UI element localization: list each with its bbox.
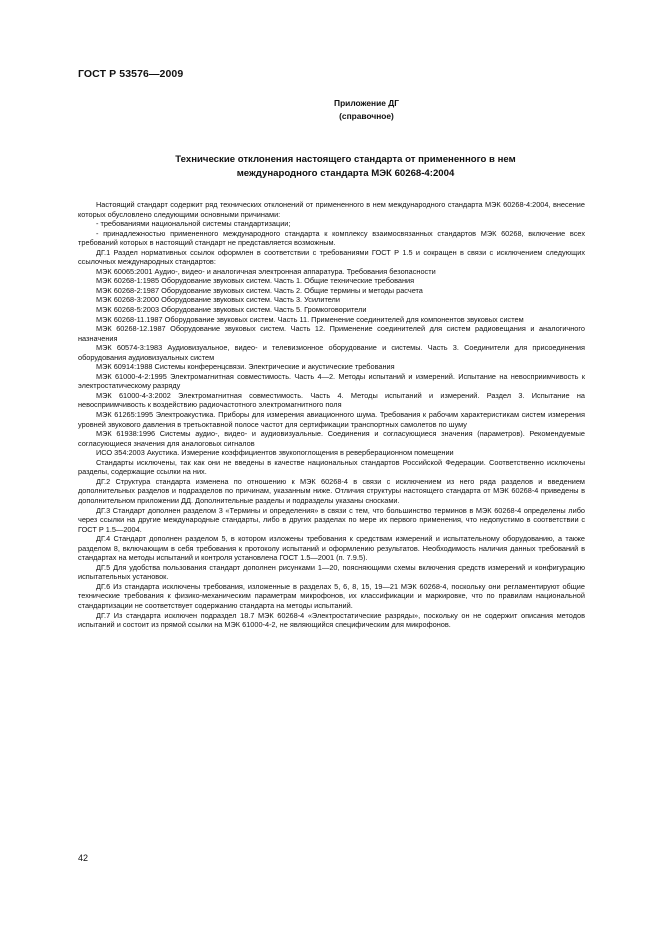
paragraph: - требованиями национальной системы стандартизации;	[96, 219, 291, 229]
paragraph: МЭК 60268-11.1987 Оборудование звуковых систем. Часть 11. Применение соединителей для компонентов звуковых систем	[96, 314, 524, 324]
paragraph: МЭК 60268-12.1987 Оборудование звуковых систем. Часть 12. Применение соединителей для систем радиовещания и аналогичного назначения	[78, 324, 585, 343]
paragraph: МЭК 60065:2001 Аудио-, видео- и аналогичная электронная аппаратура. Требования безопасности	[96, 266, 436, 276]
paragraph: - принадлежностью примененного международного стандарта к комплексу взаимосвязанных стандартов МЭК 60268, включение всех требований которых в настоящий стандарт не представляется возможным.	[78, 228, 585, 248]
paragraph: МЭК 60268-1:1985 Оборудование звуковых систем. Часть 1. Общие технические требования	[96, 276, 415, 286]
paragraph: Настоящий стандарт содержит ряд технических отклонений от примененного в нем международного стандарта МЭК 60268-4:2004, внесение которых обусловлено следующими основными причинами:	[78, 200, 585, 219]
paragraph: МЭК 60574-3:1983 Аудиовизуальное, видео- и телевизионное оборудование и системы. Часть 3. Соединители для присоединения оборудования аудиовизуальных систем	[78, 343, 585, 362]
paragraph: Стандарты исключены, так как они не введены в качестве национальных стандартов Российской Федерации. Соответственно исключены разделы, содержащие ссылки на них.	[78, 457, 585, 477]
section-title-line-1: Технические отклонения настоящего стандарта от примененного в нем	[175, 154, 516, 165]
paragraph: МЭК 61938:1996 Системы аудио-, видео- и аудиовизуальные. Соединения и согласующиеся значения (параметров). Рекомендуемые согласующиеся значения для аналоговых сигналов	[78, 429, 585, 448]
paragraph: МЭК 61000-4-3:2002 Электромагнитная совместимость. Часть 4. Методы испытаний и измерений. Раздел 3. Испытание на невосприимчивость к воздействию радиочастотного электромагнитного поля	[78, 390, 585, 410]
paragraph: МЭК 60268-3:2000 Оборудование звуковых систем. Часть 3. Усилители	[96, 295, 340, 305]
annex-kind: (справочное)	[339, 110, 394, 121]
paragraph: ДГ.3 Стандарт дополнен разделом 3 «Термины и определения» в связи с тем, что большинство терминов в МЭК 60268-4 определены либо через ссылки на другие международные стандарты, либо в других разделах по мере их первого применения, что недопустимо в соответствии с ГОСТ Р 1.5—2004.	[78, 505, 585, 534]
page-number: 42	[78, 853, 89, 863]
paragraph: ИСО 354:2003 Акустика. Измерение коэффициентов звукопоглощения в реверберационном помещении	[96, 448, 454, 458]
paragraph: ДГ.6 Из стандарта исключены требования, изложенные в разделах 5, 6, 8, 15, 19—21 МЭК 60268-4, поскольку они регламентируют общие технические требования к физико-механическим параметрам микрофонов, их классификации и маркировке, что по правилам национальной стандартизации не соответствует содержанию стандарта на методы испытаний.	[78, 581, 585, 610]
paragraph: МЭК 61265:1995 Электроакустика. Приборы для измерения авиационного шума. Требования к рабочим характеристикам систем измерения уровней звукового давления в третьоктавной полосе частот для сертификации транспортных самолетов по шуму	[78, 410, 585, 429]
paragraph: ДГ.1 Раздел нормативных ссылок оформлен в соответствии с требованиями ГОСТ Р 1.5 и сокращен в связи с исключением следующих ссылочных международных стандартов:	[78, 247, 585, 267]
annex-title: Приложение ДГ	[334, 98, 399, 108]
paragraph: ДГ.2 Структура стандарта изменена по отношению к МЭК 60268-4 в связи с исключением из него ряда разделов и введением дополнительных разделов и подразделов по причинам, указанным ниже. Отличия структуры настоящего стандарта от МЭК 60268-4 приведены в дополнительном приложении ДД. Дополнительные разделы и подразделы указаны сносками.	[78, 476, 585, 505]
section-title-line-2: международного стандарта МЭК 60268-4:2004	[236, 167, 455, 179]
paragraph: МЭК 60914:1988 Системы конференцсвязи. Электрические и акустические требования	[96, 362, 395, 372]
section-title	[78, 153, 585, 180]
paragraph: ДГ.7 Из стандарта исключен подраздел 18.7 МЭК 60268-4 «Электростатические разряды», поскольку он не содержит описания методов испытаний и состоит из прямой ссылки на МЭК 61000-4-2, не являющийся специфическим для микрофонов.	[78, 610, 585, 630]
paragraph: ДГ.5 Для удобства пользования стандарт дополнен рисунками 1—20, поясняющими схемы включения средств измерений и конфигурацию испытательных установок.	[78, 562, 585, 582]
body-text	[78, 200, 585, 630]
paragraph: МЭК 61000-4-2:1995 Электромагнитная совместимость. Часть 4—2. Методы испытаний и измерений. Испытание на невосприимчивость к электростатическому разряду	[78, 371, 585, 391]
document-header: ГОСТ Р 53576—2009	[78, 68, 184, 80]
paragraph: МЭК 60268-5:2003 Оборудование звуковых систем. Часть 5. Громкоговорители	[96, 305, 367, 315]
annex-heading	[0, 97, 661, 122]
paragraph: ДГ.4 Стандарт дополнен разделом 5, в котором изложены требования к средствам измерений и испытательному оборудованию, а также разделом 8, включающим в себя требования к протоколу испытаний и оформлению результатов. Необходимость наличия данных требований в стандартах на методы испытаний и контроля установлена ГОСТ 1.5—2001 (п. 7.9.5).	[78, 534, 585, 563]
paragraph: МЭК 60268-2:1987 Оборудование звуковых систем. Часть 2. Общие термины и методы расчета	[96, 285, 423, 295]
